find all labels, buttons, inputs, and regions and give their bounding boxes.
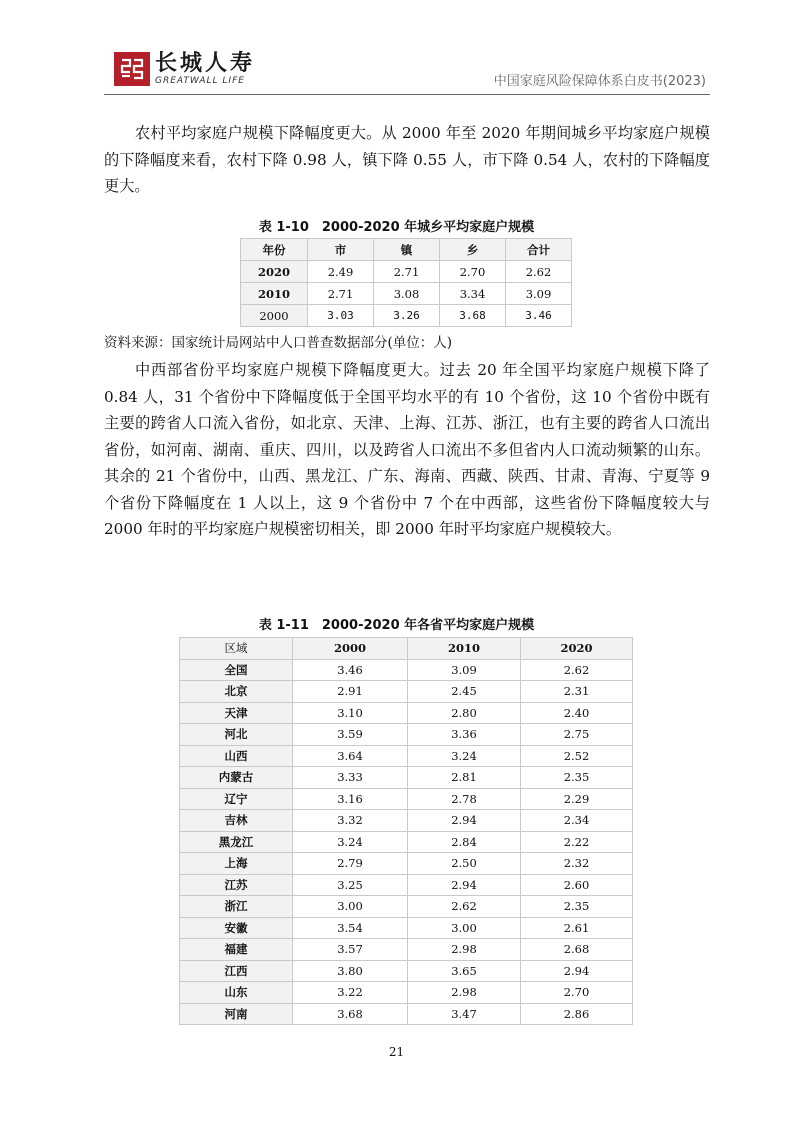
table-header-cell: 年份 <box>241 239 308 261</box>
table-cell: 3.22 <box>293 982 408 1004</box>
table-header-cell: 乡 <box>440 239 506 261</box>
table-cell: 2.98 <box>408 939 521 961</box>
table-cell: 2.94 <box>521 960 633 982</box>
table-1-10 <box>240 238 572 327</box>
table-cell: 2.71 <box>374 261 440 283</box>
table-cell: 3.68 <box>293 1003 408 1025</box>
table-cell: 3.09 <box>506 283 572 305</box>
table-cell: 3.03 <box>308 305 374 327</box>
paragraph-central-western-provinces: 中西部省份平均家庭户规模下降幅度更大。过去 20 年全国平均家庭户规模下降了 0.84 人，31 个省份中下降幅度低于全国平均水平的有 10 个省份，这 10 个省份中既有主要的跨省人口流入省份，如北京、天津、上海、江苏、浙江，也有主要的跨省人口流出省份，如河南、湖南、重庆、四川，以及跨省人口流出不多但省内人口流动频繁的山东。其余的 21 个省份中，山西、黑龙江、广东、海南、西藏、陕西、甘肃、青海、宁夏等 9 个省份下降幅度在 1 人以上，这 9 个省份中 7 个在中西部，这些省份下降幅度较大与 2000 年时的平均家庭户规模密切相关，即 2000 年时平均家庭户规模较大。 <box>104 361 710 538</box>
table-1-11 <box>179 637 633 1025</box>
document-title: 中国家庭风险保障体系白皮书(2023) <box>493 74 706 89</box>
table-cell: 3.33 <box>293 767 408 789</box>
table-cell: 2.94 <box>408 810 521 832</box>
table-cell: 3.54 <box>293 917 408 939</box>
table-cell: 2.98 <box>408 982 521 1004</box>
table-cell: 天津 <box>180 702 293 724</box>
table-cell: 2.70 <box>521 982 633 1004</box>
table-cell: 福建 <box>180 939 293 961</box>
page-number: 21 <box>388 1045 405 1059</box>
table-cell: 2.29 <box>521 788 633 810</box>
table-cell: 2.31 <box>521 681 633 703</box>
data-source-note: 资料来源：国家统计局网站中人口普查数据部分(单位：人) <box>104 335 453 351</box>
table-cell: 2.91 <box>293 681 408 703</box>
logo-chinese-name: 长城人寿 <box>155 50 256 76</box>
table-cell: 2.35 <box>521 896 633 918</box>
header-divider <box>104 94 710 95</box>
table-cell: 2.94 <box>408 874 521 896</box>
table-cell: 全国 <box>180 659 293 681</box>
table-row <box>180 939 633 961</box>
table-cell: 3.57 <box>293 939 408 961</box>
table-row <box>180 853 633 875</box>
table-cell: 吉林 <box>180 810 293 832</box>
table-cell: 3.68 <box>440 305 506 327</box>
table-cell: 3.00 <box>408 917 521 939</box>
table-cell: 2.40 <box>521 702 633 724</box>
table-cell: 浙江 <box>180 896 293 918</box>
table-row <box>180 1003 633 1025</box>
table-row <box>241 305 572 327</box>
table-cell: 2.49 <box>308 261 374 283</box>
table-header-row <box>180 638 633 660</box>
table-cell: 3.24 <box>408 745 521 767</box>
table-header-row <box>241 239 572 261</box>
table-cell: 2.79 <box>293 853 408 875</box>
table-row <box>180 702 633 724</box>
table-1-11-caption: 表 1-11 2000-2020 年各省平均家庭户规模 <box>258 618 535 633</box>
table-cell: 2.34 <box>521 810 633 832</box>
table-cell: 2.62 <box>521 659 633 681</box>
table-cell: 3.10 <box>293 702 408 724</box>
table-cell: 2.75 <box>521 724 633 746</box>
table-cell: 辽宁 <box>180 788 293 810</box>
table-cell: 3.32 <box>293 810 408 832</box>
table-cell: 河南 <box>180 1003 293 1025</box>
table-cell: 2.61 <box>521 917 633 939</box>
table-cell: 2.80 <box>408 702 521 724</box>
table-row <box>241 283 572 305</box>
table-row <box>180 982 633 1004</box>
table-cell: 3.46 <box>293 659 408 681</box>
table-cell: 2.81 <box>408 767 521 789</box>
table-cell: 3.47 <box>408 1003 521 1025</box>
table-cell: 2.86 <box>521 1003 633 1025</box>
table-cell: 内蒙古 <box>180 767 293 789</box>
table-row <box>241 261 572 283</box>
logo-english-name: GREATWALL LIFE <box>155 76 245 86</box>
table-cell: 2.62 <box>506 261 572 283</box>
table-cell: 3.46 <box>506 305 572 327</box>
table-row <box>180 681 633 703</box>
table-1-10-caption: 表 1-10 2000-2020 年城乡平均家庭户规模 <box>258 220 535 235</box>
table-cell: 2.84 <box>408 831 521 853</box>
table-cell: 3.65 <box>408 960 521 982</box>
paragraph-rural-household: 农村平均家庭户规模下降幅度更大。从 2000 年至 2020 年期间城乡平均家庭户规模的下降幅度来看，农村下降 0.98 人，镇下降 0.55 人，市下降 0.54 人，农村的下降幅度更大。 <box>104 124 710 195</box>
table-cell: 2000 <box>241 305 308 327</box>
table-cell: 2.32 <box>521 853 633 875</box>
table-row <box>180 767 633 789</box>
company-logo <box>114 52 255 86</box>
table-cell: 3.24 <box>293 831 408 853</box>
table-cell: 山东 <box>180 982 293 1004</box>
table-header-cell: 镇 <box>374 239 440 261</box>
table-row <box>180 874 633 896</box>
table-cell: 3.16 <box>293 788 408 810</box>
table-cell: 上海 <box>180 853 293 875</box>
table-row <box>180 724 633 746</box>
table-cell: 北京 <box>180 681 293 703</box>
table-cell: 2.35 <box>521 767 633 789</box>
table-cell: 3.64 <box>293 745 408 767</box>
table-header-cell: 合计 <box>506 239 572 261</box>
table-row <box>180 896 633 918</box>
table-cell: 3.59 <box>293 724 408 746</box>
table-cell: 2.71 <box>308 283 374 305</box>
table-cell: 2.78 <box>408 788 521 810</box>
table-cell: 2.50 <box>408 853 521 875</box>
table-header-cell: 2010 <box>408 638 521 660</box>
table-cell: 2.62 <box>408 896 521 918</box>
table-cell: 3.00 <box>293 896 408 918</box>
table-cell: 2.52 <box>521 745 633 767</box>
table-cell: 2010 <box>241 283 308 305</box>
table-row <box>180 810 633 832</box>
table-cell: 3.26 <box>374 305 440 327</box>
table-cell: 2.68 <box>521 939 633 961</box>
table-cell: 2.60 <box>521 874 633 896</box>
table-cell: 3.80 <box>293 960 408 982</box>
table-cell: 2.22 <box>521 831 633 853</box>
table-cell: 江苏 <box>180 874 293 896</box>
table-cell: 2020 <box>241 261 308 283</box>
table-header-cell: 区域 <box>180 638 293 660</box>
table-cell: 3.34 <box>440 283 506 305</box>
table-header-cell: 2020 <box>521 638 633 660</box>
page-header <box>104 46 708 96</box>
table-row <box>180 831 633 853</box>
table-header-cell: 市 <box>308 239 374 261</box>
table-row <box>180 745 633 767</box>
table-row <box>180 917 633 939</box>
table-row <box>180 788 633 810</box>
table-cell: 3.25 <box>293 874 408 896</box>
table-cell: 山西 <box>180 745 293 767</box>
table-cell: 安徽 <box>180 917 293 939</box>
table-cell: 3.08 <box>374 283 440 305</box>
great-wall-logo-icon <box>114 52 150 86</box>
table-cell: 2.70 <box>440 261 506 283</box>
table-cell: 3.36 <box>408 724 521 746</box>
table-cell: 黑龙江 <box>180 831 293 853</box>
table-cell: 江西 <box>180 960 293 982</box>
table-row <box>180 960 633 982</box>
table-cell: 3.09 <box>408 659 521 681</box>
table-header-cell: 2000 <box>293 638 408 660</box>
table-cell: 2.45 <box>408 681 521 703</box>
table-row <box>180 659 633 681</box>
table-cell: 河北 <box>180 724 293 746</box>
